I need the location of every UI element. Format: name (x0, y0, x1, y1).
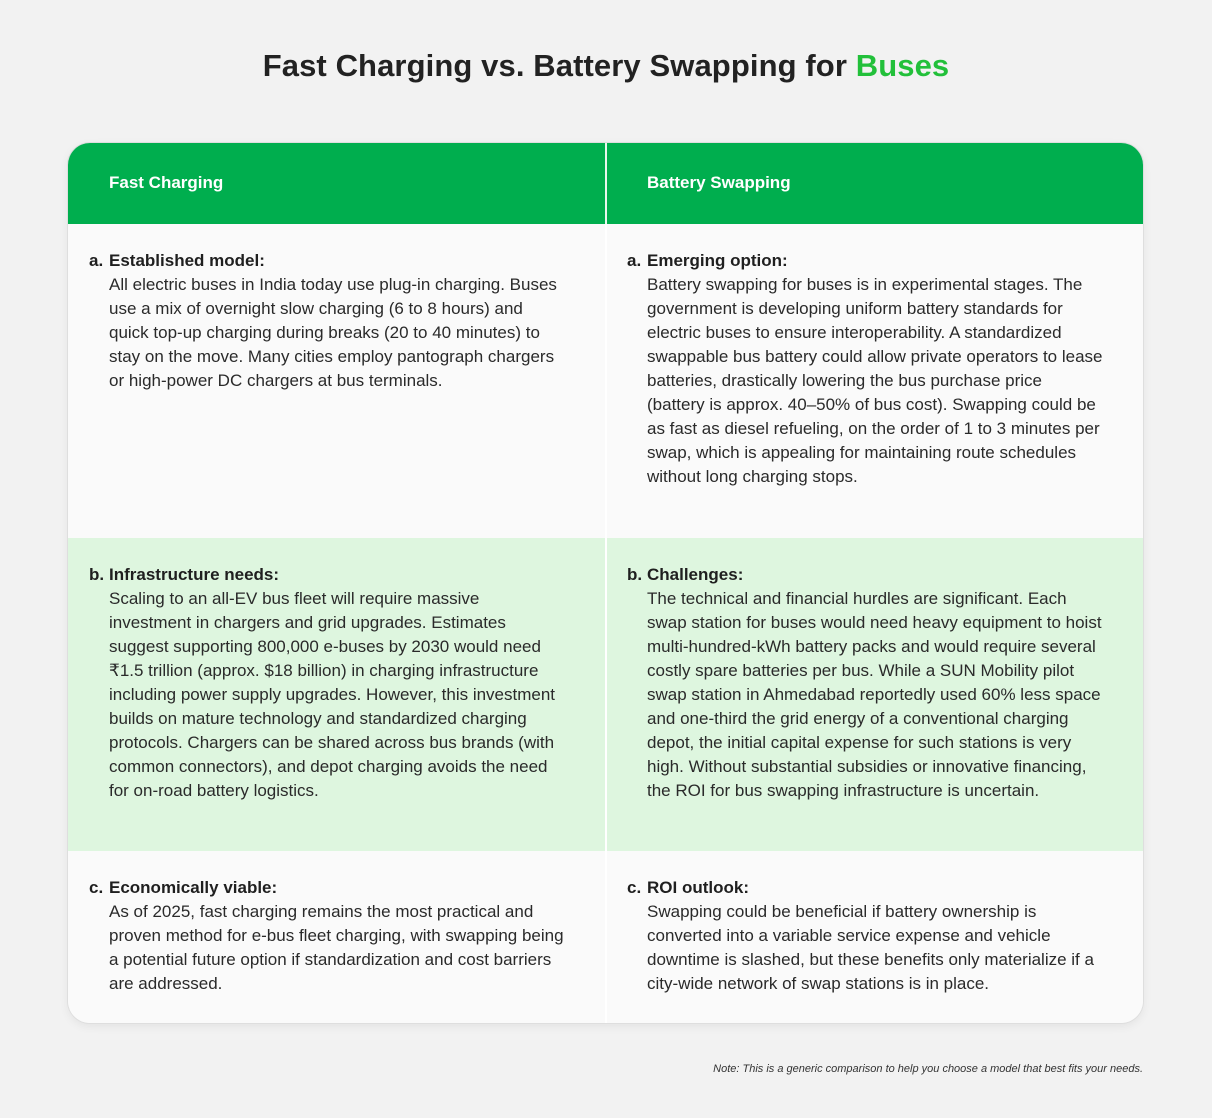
table-row (68, 224, 1143, 538)
item-body: The technical and financial hurdles are significant. Each swap station for buses would need heavy equipment to hoist multi-hundred-kWh battery packs and would require several costly spare batteries per bus. While a SUN Mobility pilot swap station in Ahmedabad reportedly used 60% less space and one-third the grid energy of a conventional charging depot, the initial capital expense for such stations is very high. Without substantial subsidies or innovative financing, the ROI for bus swapping infrastructure is uncertain. (647, 589, 1102, 800)
item-letter: a. (627, 251, 642, 270)
header-cell-fast-charging (68, 143, 605, 224)
item-heading: Economically viable: (109, 878, 278, 897)
item-letter: b. (89, 565, 105, 584)
list-item (89, 876, 565, 996)
table-row (68, 851, 1143, 1023)
item-body: All electric buses in India today use plug-in charging. Buses use a mix of overnight slow charging (6 to 8 hours) and quick top-up charging during breaks (20 to 40 minutes) to stay on the move. Many cities employ pantograph chargers or high-power DC chargers at bus terminals. (109, 275, 557, 390)
table-cell (605, 538, 1143, 851)
table-cell (68, 224, 605, 538)
list-item (89, 563, 565, 803)
item-heading: Infrastructure needs: (109, 565, 280, 584)
page-title (0, 48, 1212, 84)
item-heading: ROI outlook: (647, 878, 749, 897)
item-heading: Established model: (109, 251, 265, 270)
list-item (627, 876, 1103, 996)
item-letter: b. (627, 565, 643, 584)
item-heading: Challenges: (647, 565, 744, 584)
header-cell-battery-swapping (605, 143, 1143, 224)
item-letter: a. (89, 251, 104, 270)
item-body: As of 2025, fast charging remains the most practical and proven method for e-bus fleet charging, with swapping being a potential future option if standardization and cost barriers are addressed. (109, 902, 564, 993)
list-item (627, 249, 1103, 489)
column-heading-fast-charging: Fast Charging (109, 173, 224, 192)
table-cell (605, 224, 1143, 538)
item-body: Swapping could be beneficial if battery ownership is converted into a variable service expense and vehicle downtime is slashed, but these benefits only materialize if a city-wide network of swap stations is in place. (647, 902, 1094, 993)
footnote: Note: This is a generic comparison to help you choose a model that best fits your needs. (713, 1063, 1143, 1075)
comparison-table (68, 143, 1143, 1023)
list-item (627, 563, 1103, 803)
column-heading-battery-swapping: Battery Swapping (647, 173, 791, 192)
item-body: Battery swapping for buses is in experimental stages. The government is developing uniform battery standards for electric buses to ensure interoperability. A standardized swappable bus battery could allow private operators to lease batteries, drastically lowering the bus purchase price (battery is approx. 40–50% of bus cost). Swapping could be as fast as diesel refueling, on the order of 1 to 3 minutes per swap, which is appealing for maintaining route schedules without long charging stops. (647, 275, 1103, 486)
list-item (89, 249, 565, 393)
item-body: Scaling to an all-EV bus fleet will require massive investment in chargers and grid upgrades. Estimates suggest supporting 800,000 e-buses by 2030 would need ₹1.5 trillion (approx. $18 billion) in charging infrastructure including power supply upgrades. However, this investment builds on mature technology and standardized charging protocols. Chargers can be shared across bus brands (with common connectors), and depot charging avoids the need for on-road battery logistics. (109, 589, 556, 800)
item-heading: Emerging option: (647, 251, 788, 270)
table-header-row (68, 143, 1143, 224)
table-cell (605, 851, 1143, 1023)
title-accent: Buses (855, 48, 950, 83)
item-letter: c. (627, 878, 642, 897)
table-cell (68, 851, 605, 1023)
item-letter: c. (89, 878, 104, 897)
table-row (68, 538, 1143, 851)
title-main: Fast Charging vs. Battery Swapping for (262, 48, 856, 83)
table-cell (68, 538, 605, 851)
